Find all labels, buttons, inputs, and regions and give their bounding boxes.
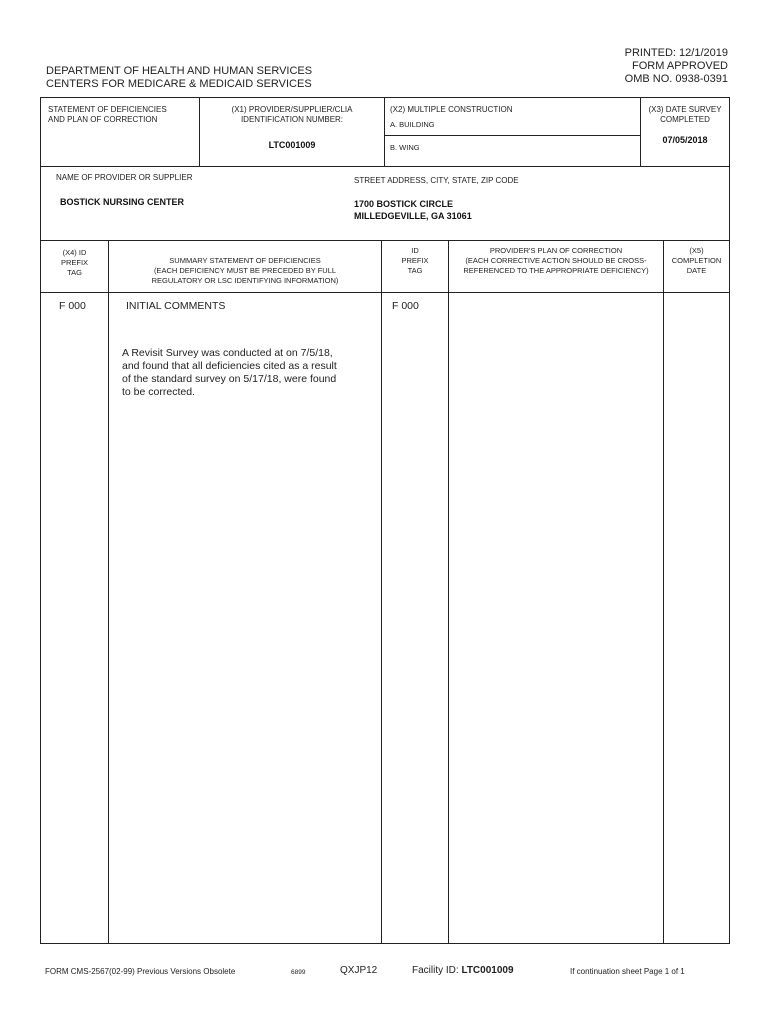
plan-header: PROVIDER'S PLAN OF CORRECTION (EACH CORRECTIVE ACTION SHOULD BE CROSS- REFERENCED TO THE APPROPRIATE DEFICIENCY) — [463, 246, 649, 275]
id-prefix-header: ID PREFIX TAG — [401, 246, 429, 275]
entry-heading: INITIAL COMMENTS — [126, 300, 226, 312]
divider-top-row — [40, 166, 730, 167]
divider-x1 — [199, 97, 200, 166]
agency-name: CENTERS FOR MEDICARE & MEDICAID SERVICES — [46, 78, 312, 90]
table-top-border — [40, 97, 730, 98]
form-header-left — [46, 65, 312, 91]
divider-x2-building — [384, 135, 640, 136]
x2-wing: B. WING — [390, 143, 420, 152]
survey-date-value: 07/05/2018 — [662, 135, 708, 145]
divider-provider-row — [40, 240, 730, 241]
table-bottom-border — [40, 943, 730, 944]
tag-left: F 000 — [59, 300, 86, 312]
table-left-border — [40, 97, 41, 944]
divider-summary-col — [381, 240, 382, 943]
provider-name-value: BOSTICK NURSING CENTER — [60, 197, 185, 207]
event-number: 6899 — [291, 969, 306, 976]
entry-body: A Revisit Survey was conducted at on 7/5/18, and found that all deficiencies cited as a result of the standard survey on 5/17/18, were found to be corrected. — [122, 347, 337, 398]
statement-label: STATEMENT OF DEFICIENCIES AND PLAN OF CORRECTION — [48, 105, 167, 124]
printed-date: PRINTED: 12/1/2019 — [624, 47, 728, 59]
form-number: FORM CMS-2567(02-99) Previous Versions Obsolete — [45, 967, 236, 976]
facility-id: Facility ID: LTC001009 — [412, 965, 514, 976]
x1-label: (X1) PROVIDER/SUPPLIER/CLIA IDENTIFICATION NUMBER: — [231, 105, 353, 124]
form-header-right — [625, 47, 728, 86]
x4-header: (X4) ID PREFIX TAG — [60, 248, 89, 277]
x3-label: (X3) DATE SURVEY COMPLETED — [648, 105, 722, 124]
divider-plan-col — [663, 240, 664, 943]
continuation-note: If continuation sheet Page 1 of 1 — [570, 967, 685, 976]
x2-label: (X2) MULTIPLE CONSTRUCTION — [390, 105, 513, 114]
x5-header: (X5) COMPLETION DATE — [671, 246, 722, 275]
address-value: 1700 BOSTICK CIRCLE MILLEDGEVILLE, GA 31061 — [354, 199, 472, 221]
address-label: STREET ADDRESS, CITY, STATE, ZIP CODE — [354, 176, 519, 185]
form-approved: FORM APPROVED — [632, 60, 728, 72]
summary-header: SUMMARY STATEMENT OF DEFICIENCIES (EACH DEFICIENCY MUST BE PRECEDED BY FULL REGULATORY OR LSC IDENTIFYING INFORMATION) — [151, 256, 339, 285]
divider-x2 — [384, 97, 385, 166]
department-name: DEPARTMENT OF HEALTH AND HUMAN SERVICES — [46, 65, 313, 77]
omb-number: OMB NO. 0938-0391 — [624, 73, 728, 85]
divider-id-col — [448, 240, 449, 943]
event-id: QXJP12 — [340, 965, 378, 976]
x2-building: A. BUILDING — [390, 120, 435, 129]
table-right-border — [729, 97, 730, 944]
divider-x4-col — [108, 240, 109, 943]
divider-column-header — [40, 292, 730, 293]
provider-name-label: NAME OF PROVIDER OR SUPPLIER — [56, 173, 193, 182]
provider-id-value: LTC001009 — [268, 140, 316, 150]
tag-right: F 000 — [392, 300, 419, 312]
